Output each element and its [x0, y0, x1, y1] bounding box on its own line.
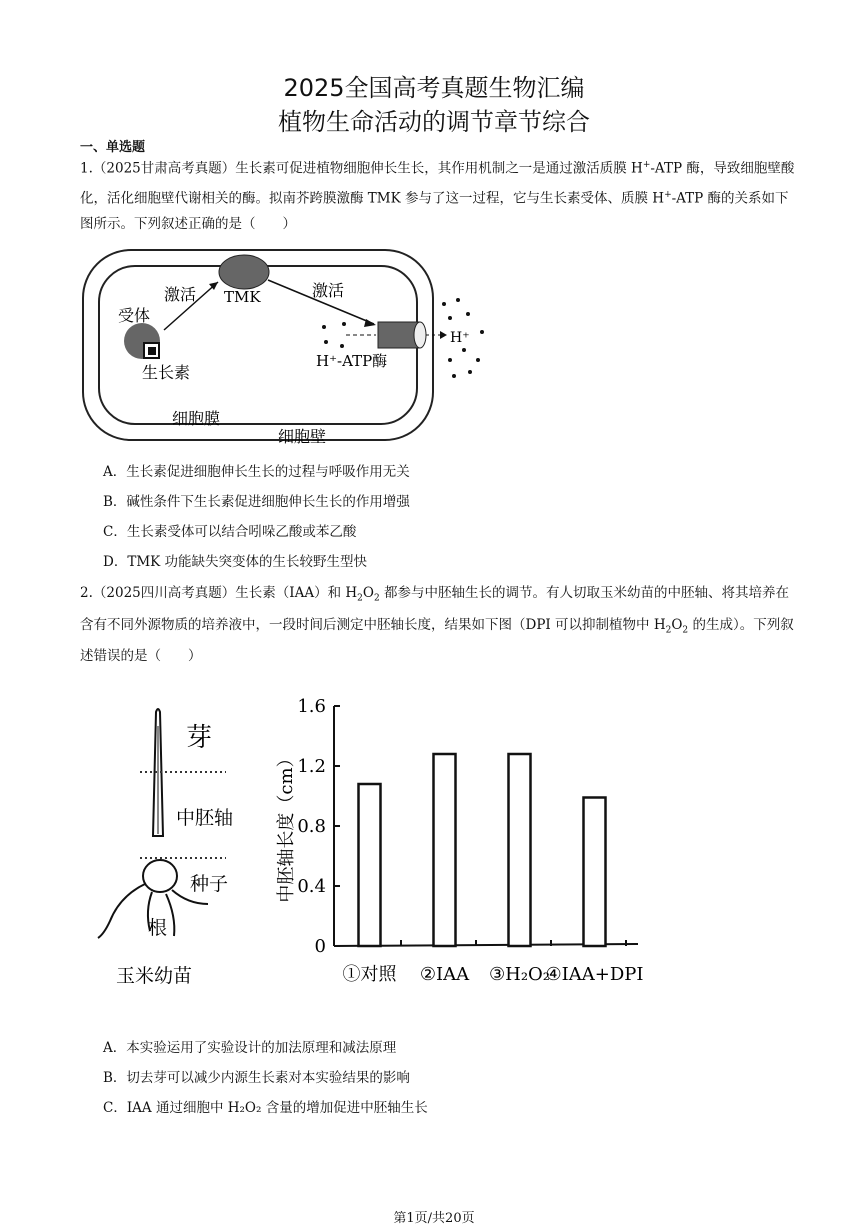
y-tick-label: 1.2	[297, 756, 326, 777]
bar	[509, 754, 531, 946]
tmk-label: TMK	[224, 288, 261, 306]
y-tick-label: 0	[314, 936, 326, 957]
seedling-caption: 玉米幼苗	[116, 965, 193, 987]
x-category-label: ④IAA+DPI	[545, 964, 644, 985]
activate-label-1: 激活	[164, 285, 197, 304]
option-d: D．TMK 功能缺失突变体的生长较野生型快	[103, 554, 368, 570]
x-category-label: ③H₂O₂	[488, 964, 551, 985]
root-left	[98, 884, 145, 938]
tmk-protein	[219, 255, 269, 289]
x-category-label: ②IAA	[419, 964, 470, 985]
option-b: B．碱性条件下生长素促进细胞伸长生长的作用增强	[103, 494, 410, 510]
bar	[434, 754, 456, 946]
question-source: （2025甘肃高考真题）	[92, 160, 236, 177]
membrane-label: 细胞膜	[172, 409, 221, 428]
option-c: C．生长素受体可以结合吲哚乙酸或苯乙酸	[103, 524, 357, 540]
question-1-stem: 1.（2025甘肃高考真题）生长素可促进植物细胞伸长生长，其作用机制之一是通过激活质膜 H+-ATP 酶，导致细胞壁酸化，活化细胞壁代谢相关的酶。拟南芥跨膜激酶 TMK 参与了这一过程，它与生长素受体、质膜 H+-ATP 酶的关系如下图所示。下列叙述正确的是（ ）	[80, 160, 795, 232]
y-tick-label: 1.6	[297, 696, 326, 717]
root-label: 根	[148, 917, 168, 939]
receptor-label: 受体	[118, 306, 151, 325]
option-a: A．生长素促进细胞伸长生长的过程与呼吸作用无关	[103, 464, 410, 480]
option-b: B．切去芽可以减少内源生长素对本实验结果的影响	[103, 1070, 410, 1086]
bar	[359, 784, 381, 946]
option-a: A．本实验运用了实验设计的加法原理和减法原理	[103, 1040, 397, 1056]
activate-label-2: 激活	[312, 281, 345, 300]
hplus-label: H⁺	[450, 330, 470, 346]
auxin-core	[148, 347, 156, 355]
y-axis-label: 中胚轴长度（cm）	[276, 749, 297, 903]
bud-label: 芽	[186, 723, 213, 753]
page-subtitle: 植物生命活动的调节章节综合	[278, 108, 590, 136]
question-2-stem: 2.（2025四川高考真题）生长素（IAA）和 $H_2O_2$ 都参与中胚轴生长的调节。有人切取玉米幼苗的中胚轴、将其培养在含有不同外源物质的培养液中，一段时间后测定中胚轴长度，结果如下图（DPI 可以抑制植物中 $H_2O_2$ 的生成）。下列叙述错误的是（ ）	[80, 585, 794, 665]
mesocotyl-length-bar-chart	[262, 694, 682, 994]
page-title: 2025全国高考真题生物汇编	[283, 74, 585, 102]
bar	[584, 798, 606, 947]
y-tick-label: 0.4	[297, 876, 326, 897]
cell-diagram	[78, 242, 518, 452]
mesocotyl-label: 中胚轴	[176, 807, 234, 829]
question-source: （2025四川高考真题）	[92, 585, 236, 601]
page-footer: 第1页/共20页	[393, 1211, 475, 1226]
wall-label: 细胞壁	[278, 427, 327, 446]
y-tick-label: 0.8	[297, 816, 326, 837]
x-category-label: ①对照	[342, 964, 397, 985]
question-number: 1.	[80, 160, 93, 177]
question-number: 2.	[80, 585, 93, 601]
seedling-diagram	[90, 706, 280, 996]
atpase-label: H⁺-ATP酶	[316, 352, 388, 370]
section-heading: 一、单选题	[80, 140, 146, 155]
seed-label: 种子	[190, 873, 229, 895]
option-c: C．IAA 通过细胞中 H₂O₂ 含量的增加促进中胚轴生长	[103, 1100, 428, 1116]
auxin-label: 生长素	[142, 363, 191, 382]
seed-shape	[143, 860, 177, 892]
